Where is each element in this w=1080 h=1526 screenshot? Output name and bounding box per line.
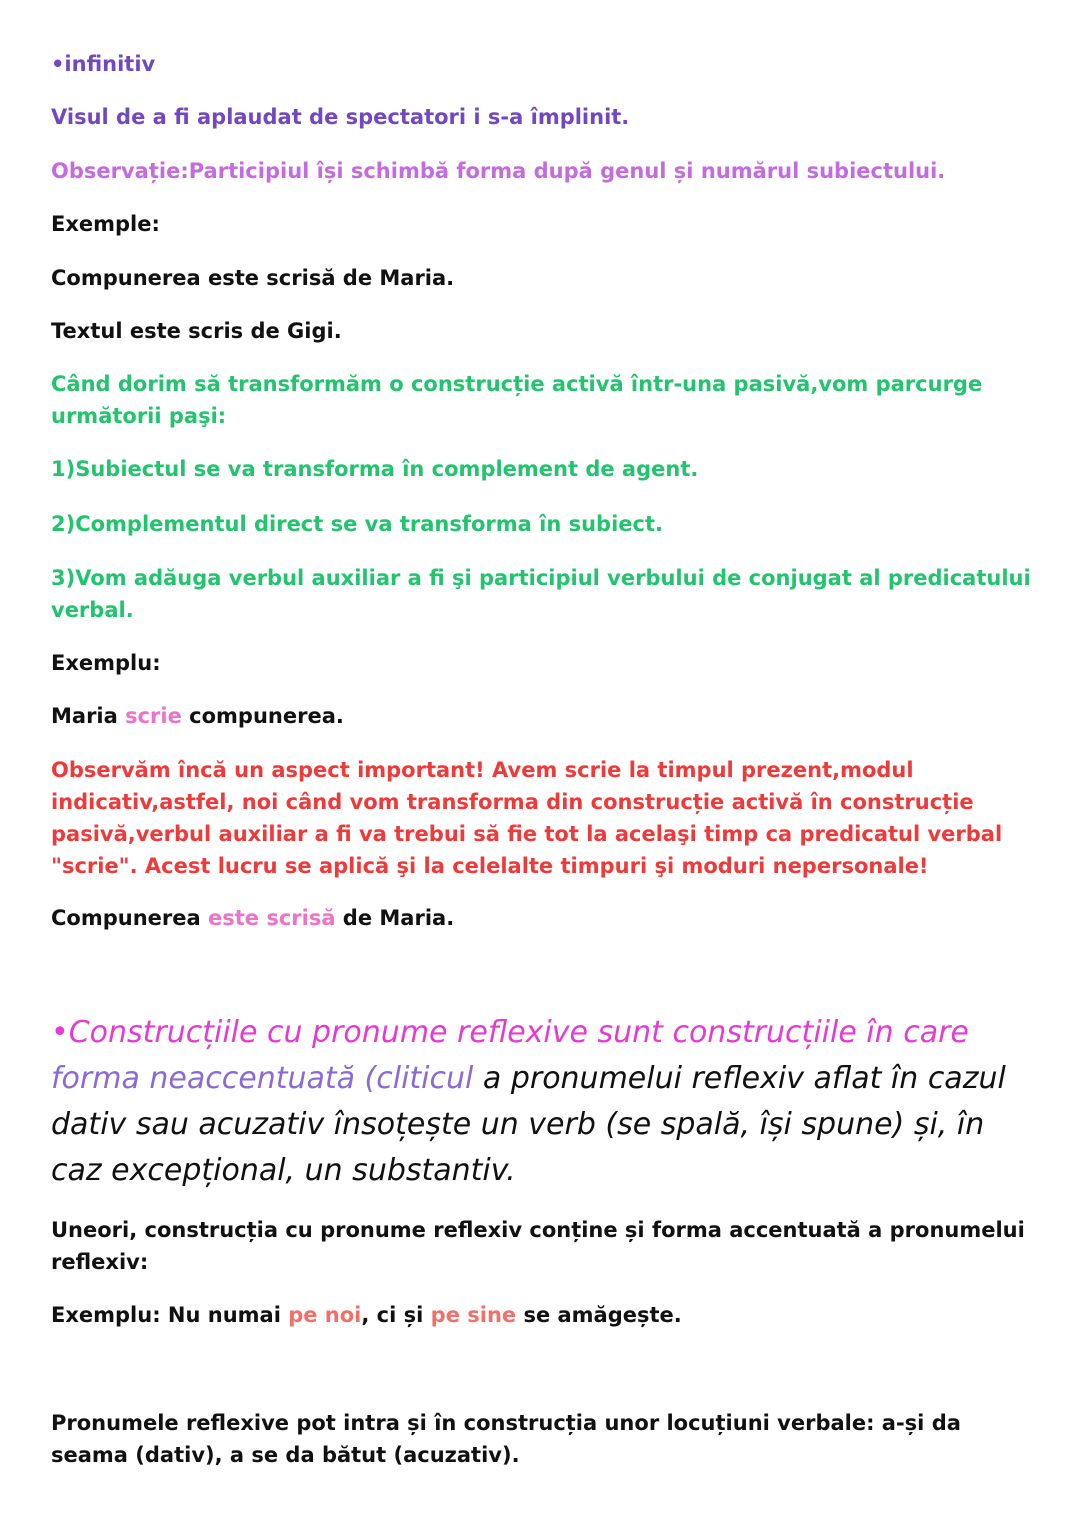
reflexive-example-end: se amăgește. <box>516 1303 682 1327</box>
step-2: 2)Complementul direct se va transforma în subiect. <box>51 512 663 536</box>
infinitiv-example: Visul de a fi aplaudat de spectatori i s-a împlinit. <box>51 105 630 129</box>
reflexive-example-lead: Exemplu: Nu numai <box>51 1303 289 1327</box>
reflexive-definition <box>51 1010 1041 1194</box>
transform-intro: Când dorim să transformăm o construcție activă într-una pasivă,vom parcurge următorii paşi: <box>51 372 983 428</box>
locutiuni-note: Pronumele reflexive pot intra și în construcția unor locuțiuni verbale: a-și da seama (dativ), a se da bătut (acuzativ). <box>51 1411 961 1467</box>
bullet-icon: • <box>51 1015 69 1050</box>
uneori-note: Uneori, construcția cu pronume reflexiv conține și forma accentuată a pronumelui reflexiv: <box>51 1218 1025 1274</box>
passive-sentence-subject: Compunerea <box>51 906 208 930</box>
reflexive-definition-lead: Construcțiile cu pronume reflexive sunt construcțiile în care <box>68 1015 969 1050</box>
exemplu-label: Exemplu: <box>51 651 161 675</box>
step-1: 1)Subiectul se va transforma în complement de agent. <box>51 457 699 481</box>
passive-sentence <box>51 902 1041 934</box>
active-sentence-object: compunerea. <box>181 704 344 728</box>
exemplu-1: Compunerea este scrisă de Maria. <box>51 266 455 290</box>
reflexive-definition-clitic: forma neaccentuată (cliticul <box>51 1061 474 1096</box>
infinitiv-heading: •infinitiv <box>51 52 156 76</box>
passive-sentence-verb: este scrisă <box>207 906 336 930</box>
observam-note: Observăm încă un aspect important! Avem scrie la timpul prezent,modul indicativ,astfel, noi când vom transforma din construcție activă în construcție pasivă,verbul auxiliar a fi va trebui să fie tot la acelaşi timp ca predicatul verbal "scrie". Acest lucru se aplică şi la celelalte timpuri şi moduri nepersonale! <box>51 758 1003 878</box>
reflexive-example-highlight-1: pe noi <box>288 1303 362 1327</box>
reflexive-example-highlight-2: pe sine <box>430 1303 517 1327</box>
reflexive-example-mid: , ci și <box>361 1303 431 1327</box>
reflexive-definition-rest: a pronumelui reflexiv aflat în cazul dativ sau acuzativ însoțește un verb (se spală, își spune) și, în caz excepțional, un substantiv. <box>51 1061 1006 1188</box>
active-sentence <box>51 700 1041 732</box>
reflexive-example <box>51 1299 1041 1331</box>
active-sentence-subject: Maria <box>51 704 126 728</box>
step-3: 3)Vom adăuga verbul auxiliar a fi şi participiul verbului de conjugat al predicatului verbal. <box>51 566 1031 622</box>
active-sentence-verb: scrie <box>125 704 182 728</box>
exemplu-2: Textul este scris de Gigi. <box>51 319 342 343</box>
observatie-participiu: Observație:Participiul își schimbă forma după genul și numărul subiectului. <box>51 159 946 183</box>
exemple-label: Exemple: <box>51 212 160 236</box>
passive-sentence-agent: de Maria. <box>335 906 455 930</box>
